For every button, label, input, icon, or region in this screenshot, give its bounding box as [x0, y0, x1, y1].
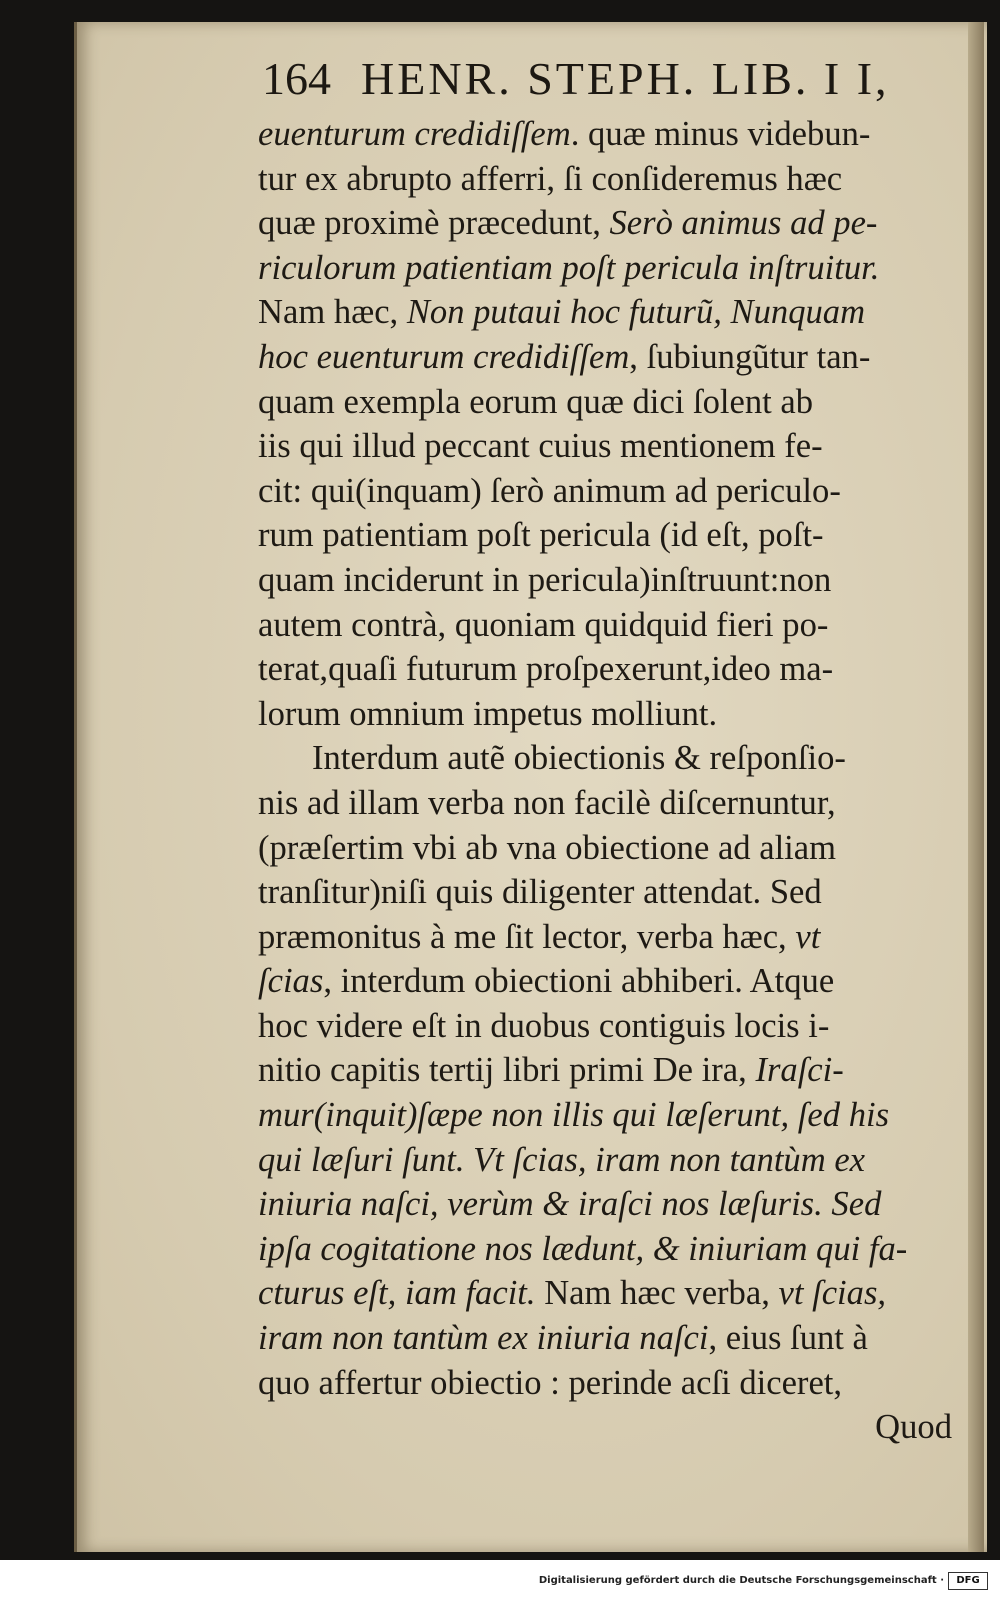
text-line	[258, 1405, 958, 1450]
text-line	[258, 558, 958, 603]
text-line	[258, 513, 958, 558]
text-line	[258, 1271, 958, 1316]
page-number: 164	[262, 53, 331, 104]
text-line	[258, 1048, 958, 1093]
text-line	[258, 915, 958, 960]
text-line	[258, 1138, 958, 1183]
text-line	[258, 112, 958, 157]
italic-text-segment: iram non tantùm ex iniuria naſci	[258, 1319, 709, 1358]
text-segment: Quod	[875, 1408, 952, 1447]
text-line	[258, 603, 958, 648]
text-line	[258, 1182, 958, 1227]
text-line	[258, 1227, 958, 1272]
italic-text-segment: ſcias	[258, 962, 324, 1001]
italic-text-segment: Iraſci-	[755, 1051, 844, 1090]
italic-text-segment: Non putaui hoc futurũ, Nunquam	[406, 293, 866, 332]
italic-text-segment: ipſa cogitatione nos lædunt, & iniuriam qui fa-	[258, 1229, 908, 1268]
italic-text-segment: riculorum patientiam poſt pericula inſtruitur.	[258, 248, 880, 287]
text-line	[258, 380, 958, 425]
italic-text-segment: cturus eſt, iam facit.	[258, 1274, 536, 1313]
text-line	[258, 959, 958, 1004]
text-line	[258, 1093, 958, 1138]
text-line	[258, 870, 958, 915]
text-segment: quam inciderunt in pericula)inſtruunt:non	[258, 560, 832, 599]
text-segment: rum patientiam poſt pericula (id eſt, poſt-	[258, 516, 824, 555]
text-segment: lorum omnium impetus molliunt.	[258, 694, 718, 733]
text-segment: tranſitur)niſi quis diligenter attendat. Sed	[258, 873, 822, 912]
text-line	[258, 157, 958, 202]
italic-text-segment: euenturum credidiſſem	[258, 115, 571, 153]
text-segment: , interdum obiectioni abhiberi. Atque	[323, 962, 835, 1001]
italic-text-segment: Serò animus ad pe-	[609, 204, 878, 243]
dfg-logo: DFG	[948, 1572, 988, 1590]
page-edge	[968, 22, 984, 1552]
text-segment: tur ex abrupto afferri, ſi conſideremus hæc	[258, 159, 843, 198]
text-segment: quo affertur obiectio : perinde acſi diceret,	[258, 1363, 843, 1402]
running-header	[262, 52, 912, 105]
text-segment: autem contrà, quoniam quidquid fieri po-	[258, 605, 829, 644]
text-segment: quæ proximè præcedunt,	[258, 204, 610, 243]
text-line	[258, 692, 958, 737]
italic-text-segment: hoc euenturum credidiſſem	[258, 337, 630, 376]
text-segment: nitio capitis tertij libri primi De ira,	[258, 1051, 756, 1090]
text-segment: quam exempla eorum quæ dici ſolent ab	[258, 382, 814, 421]
text-line	[258, 1361, 958, 1406]
text-line	[258, 736, 958, 781]
text-line	[258, 1004, 958, 1049]
text-segment: , ſubiungũtur tan-	[629, 337, 871, 376]
text-line	[258, 424, 958, 469]
text-line	[258, 1316, 958, 1361]
text-segment: terat,quaſi futurum proſpexerunt,ideo ma-	[258, 650, 834, 689]
text-line	[258, 246, 958, 291]
italic-text-segment: qui læſuri ſunt. Vt ſcias, iram non tantùm ex	[258, 1140, 866, 1179]
text-line	[258, 469, 958, 514]
text-segment: Interdum autẽ obiectionis & reſponſio-	[312, 739, 846, 778]
running-title: HENR. STEPH. LIB. I I,	[361, 53, 890, 104]
text-segment: , eius ſunt à	[708, 1319, 868, 1358]
text-segment: Nam hæc verba,	[535, 1274, 779, 1313]
text-segment: iis qui illud peccant cuius mentionem fe-	[258, 427, 823, 466]
body-text	[258, 112, 958, 1450]
text-line	[258, 781, 958, 826]
italic-text-segment: vt	[795, 917, 821, 956]
digitization-credit: Digitalisierung gefördert durch die Deutsche Forschungsgemeinschaft ·	[538, 1575, 944, 1586]
italic-text-segment: mur(inquit)ſæpe non illis qui læſerunt, ſed his	[258, 1096, 890, 1135]
text-segment: cit: qui(inquam) ſerò animum ad periculo-	[258, 471, 841, 510]
text-segment: præmonitus à me ſit lector, verba hæc,	[258, 917, 796, 956]
text-line	[258, 201, 958, 246]
text-segment: hoc videre eſt in duobus contiguis locis i-	[258, 1006, 830, 1045]
text-segment: nis ad illam verba non facilè diſcernuntur,	[258, 783, 836, 822]
text-line	[258, 647, 958, 692]
text-segment: . quæ minus videbun-	[570, 115, 871, 153]
italic-text-segment: vt ſcias,	[778, 1274, 887, 1313]
text-line	[258, 290, 958, 335]
text-line	[258, 826, 958, 871]
italic-text-segment: iniuria naſci, verùm & iraſci nos læſuris. Sed	[258, 1185, 882, 1224]
text-line	[258, 335, 958, 380]
text-segment: Nam hæc,	[258, 293, 407, 332]
text-segment: (præſertim vbi ab vna obiectione ad aliam	[258, 828, 837, 867]
